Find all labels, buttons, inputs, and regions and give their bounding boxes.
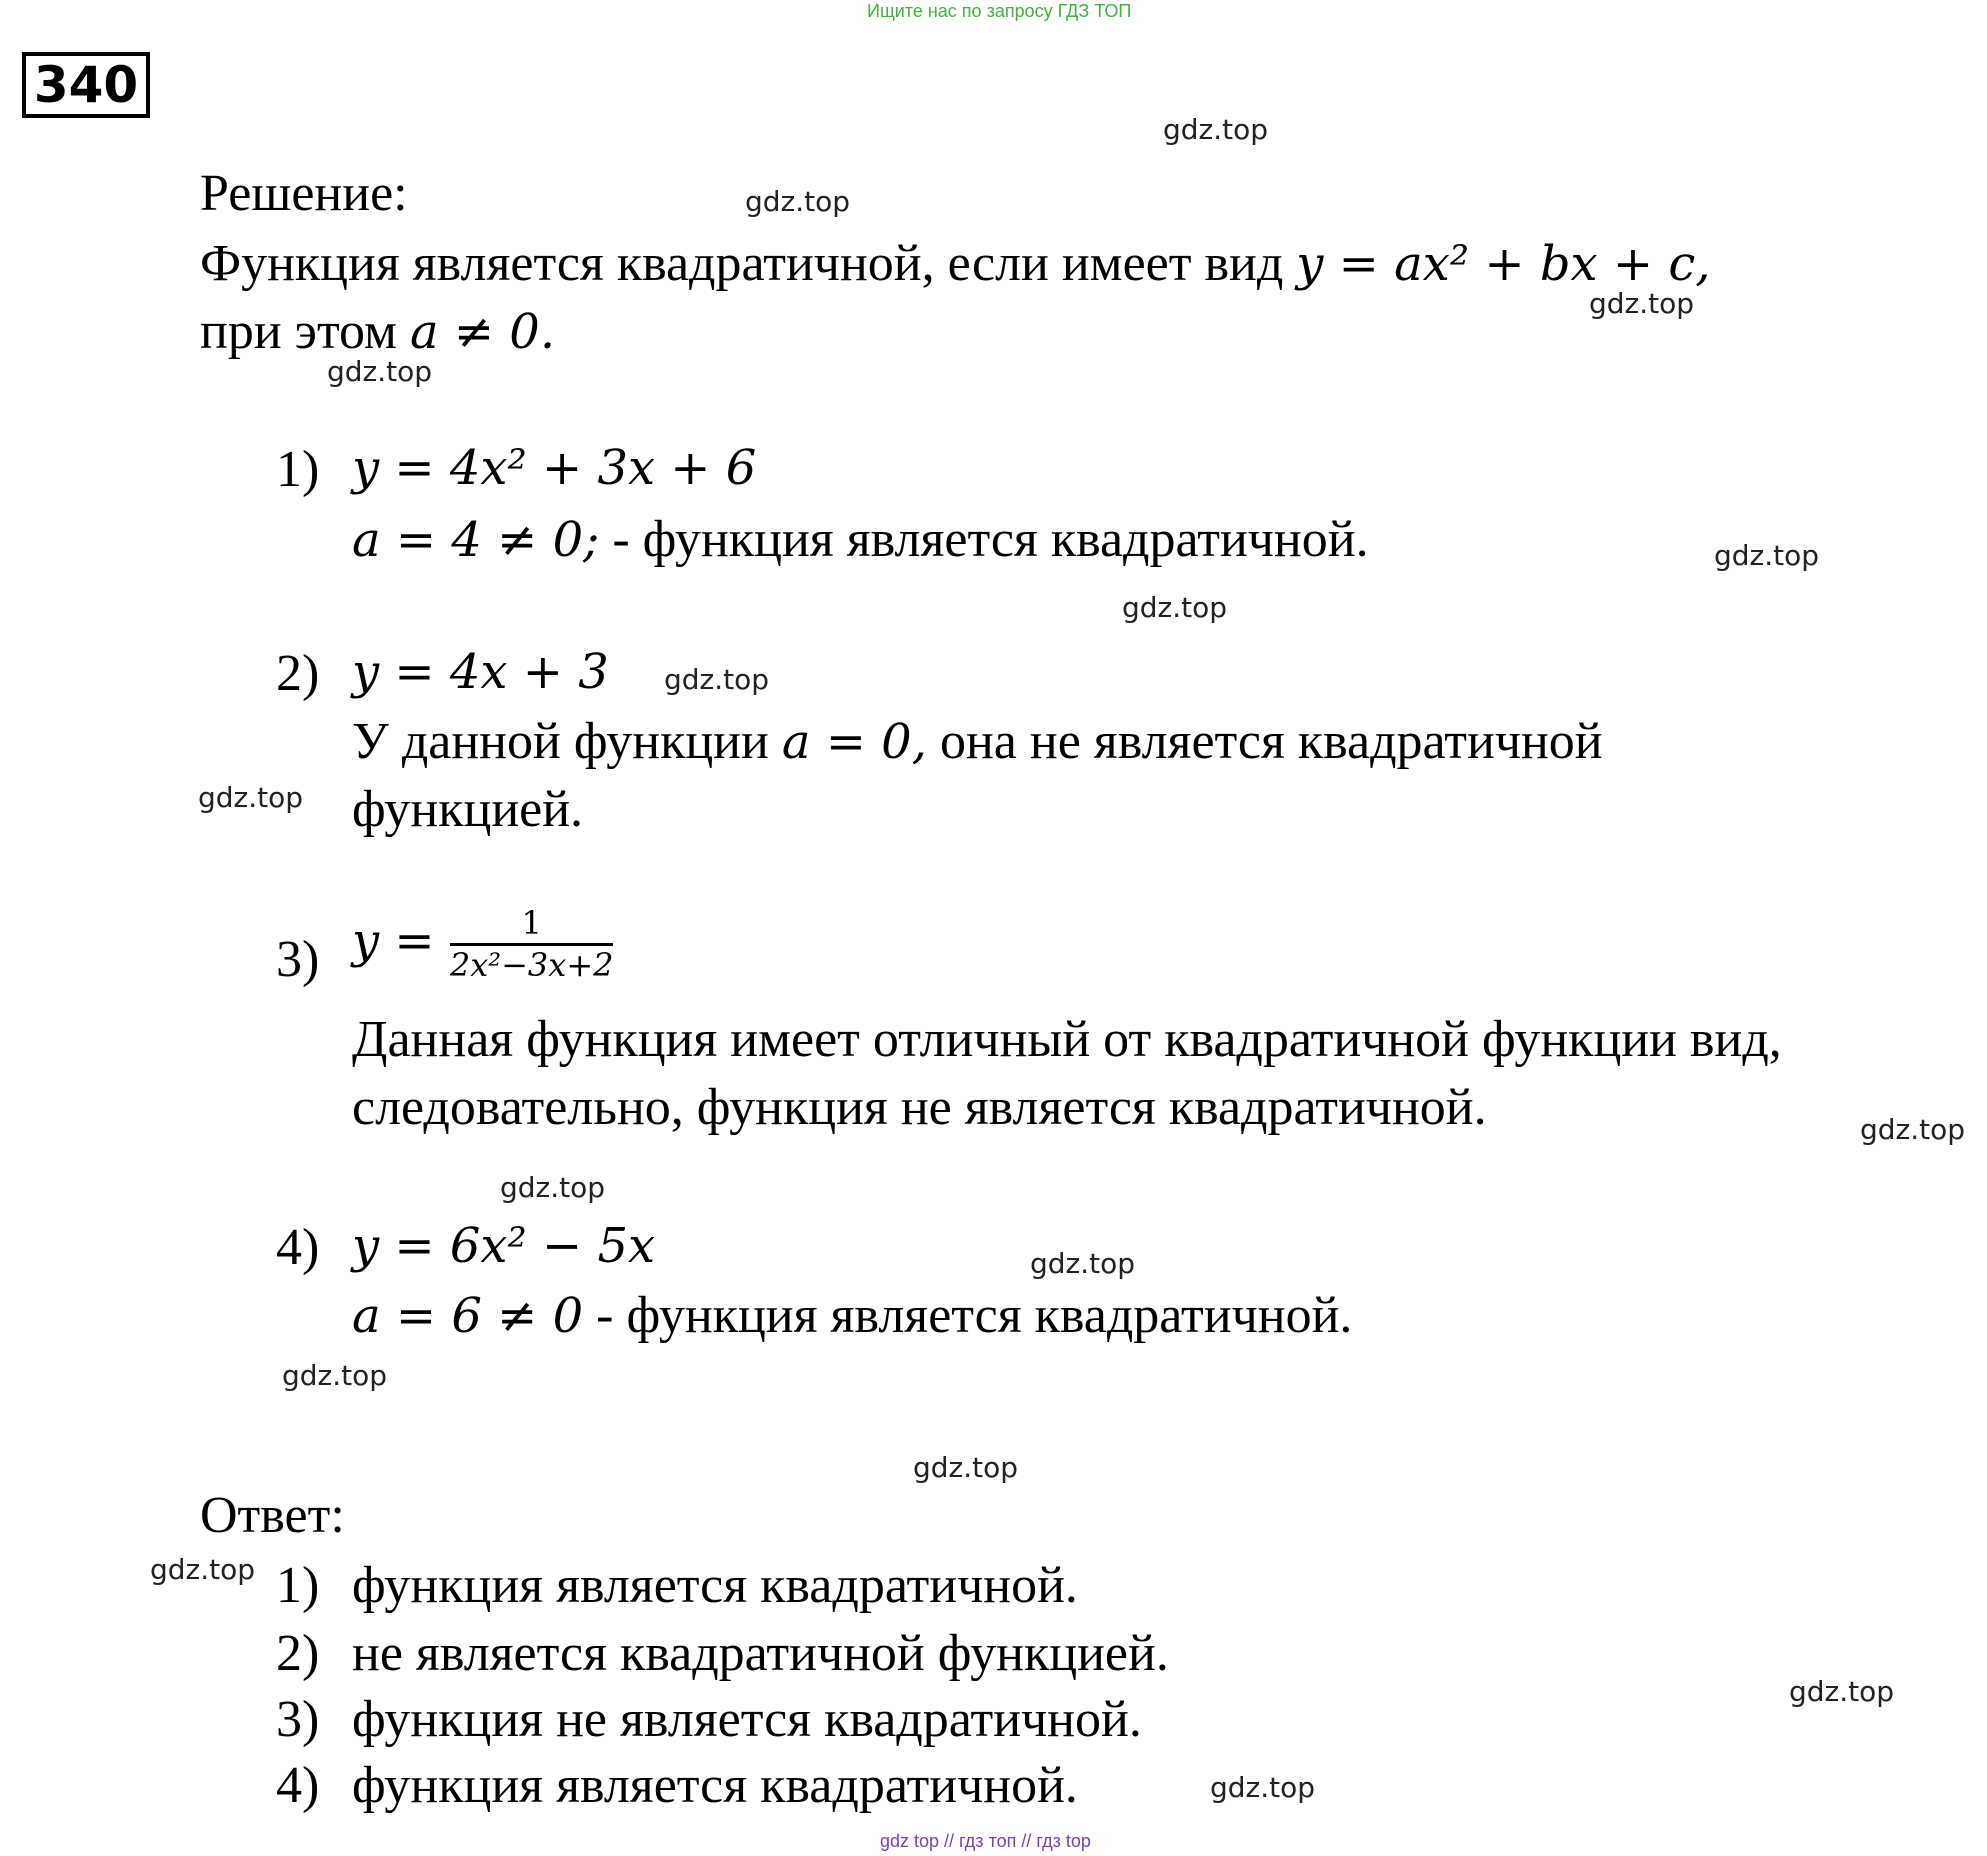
intro-text: Функция является квадратичной, если имеет вид [200, 235, 1284, 292]
watermark: gdz.top [1122, 591, 1228, 624]
watermark: gdz.top [150, 1553, 256, 1586]
item-2-text-b: она не является квадратичной [939, 713, 1603, 770]
item-2-text-c: функцией. [352, 781, 584, 838]
watermark: gdz.top [1030, 1247, 1136, 1280]
solution-heading: Решение: [200, 165, 408, 222]
intro-condition: a ≠ 0. [409, 304, 556, 360]
item-1-explanation [352, 511, 1369, 568]
watermark: gdz.top [664, 663, 770, 696]
intro-text-2: при этом [200, 303, 397, 360]
watermark: gdz.top [1860, 1113, 1966, 1146]
item-3-text-a: Данная функция имеет отличный от квадратичной функции вид, [352, 1011, 1782, 1068]
footer-links[interactable]: gdz top // гдз топ // гдз top [880, 1831, 1091, 1851]
answer-3-text: функция не является квадратичной. [352, 1691, 1142, 1748]
item-4-condition: a = 6 ≠ 0 [352, 1288, 584, 1344]
watermark: gdz.top [913, 1451, 1019, 1484]
item-2-formula: y = 4x + 3 [352, 644, 609, 700]
item-1-label: 1) [276, 441, 320, 498]
item-1-text: - функция является квадратичной. [599, 511, 1369, 568]
watermark: gdz.top [1163, 113, 1269, 146]
item-1-condition: a = 4 ≠ 0; [352, 512, 600, 568]
watermark: gdz.top [282, 1359, 388, 1392]
item-1-formula: y = 4x² + 3x + 6 [352, 440, 757, 496]
answer-1-label: 1) [276, 1557, 320, 1614]
item-4-text: - функция является квадратичной. [583, 1287, 1353, 1344]
item-3-denominator: 2x²−3x+2 [450, 943, 614, 983]
watermark: gdz.top [1210, 1771, 1316, 1804]
answer-4-label: 4) [276, 1757, 320, 1814]
item-4-explanation [352, 1287, 1353, 1344]
watermark: gdz.top [198, 781, 304, 814]
item-2-label: 2) [276, 645, 320, 702]
watermark: gdz.top [745, 185, 851, 218]
item-3-label: 3) [276, 931, 320, 988]
item-3-fraction [450, 906, 614, 983]
search-hint-link[interactable]: Ищите нас по запросу ГДЗ ТОП [867, 1, 1132, 21]
item-2-explanation [352, 713, 1603, 770]
item-4-formula: y = 6x² − 5x [352, 1218, 656, 1274]
intro-formula: y = ax² + bx + c, [1296, 236, 1711, 292]
watermark: gdz.top [500, 1171, 606, 1204]
item-2-condition: a = 0, [781, 714, 927, 770]
answer-4-text: функция является квадратичной. [352, 1757, 1078, 1814]
item-3-numerator: 1 [521, 904, 542, 942]
watermark: gdz.top [1789, 1675, 1895, 1708]
watermark: gdz.top [327, 355, 433, 388]
answer-1-text: функция является квадратичной. [352, 1557, 1078, 1614]
answer-heading: Ответ: [200, 1487, 345, 1544]
item-3-formula [352, 906, 613, 983]
intro-line-1 [200, 235, 1711, 292]
item-3-lhs: y = [352, 913, 435, 970]
item-2-text-a: У данной функции [352, 713, 769, 770]
answer-3-label: 3) [276, 1691, 320, 1748]
intro-line-2 [200, 303, 556, 360]
item-3-text-b: следовательно, функция не является квадратичной. [352, 1079, 1487, 1136]
watermark: gdz.top [1714, 539, 1820, 572]
item-4-label: 4) [276, 1219, 320, 1276]
answer-2-text: не является квадратичной функцией. [352, 1625, 1169, 1682]
task-number-box: 340 [22, 52, 150, 118]
answer-2-label: 2) [276, 1625, 320, 1682]
watermark: gdz.top [1589, 287, 1695, 320]
